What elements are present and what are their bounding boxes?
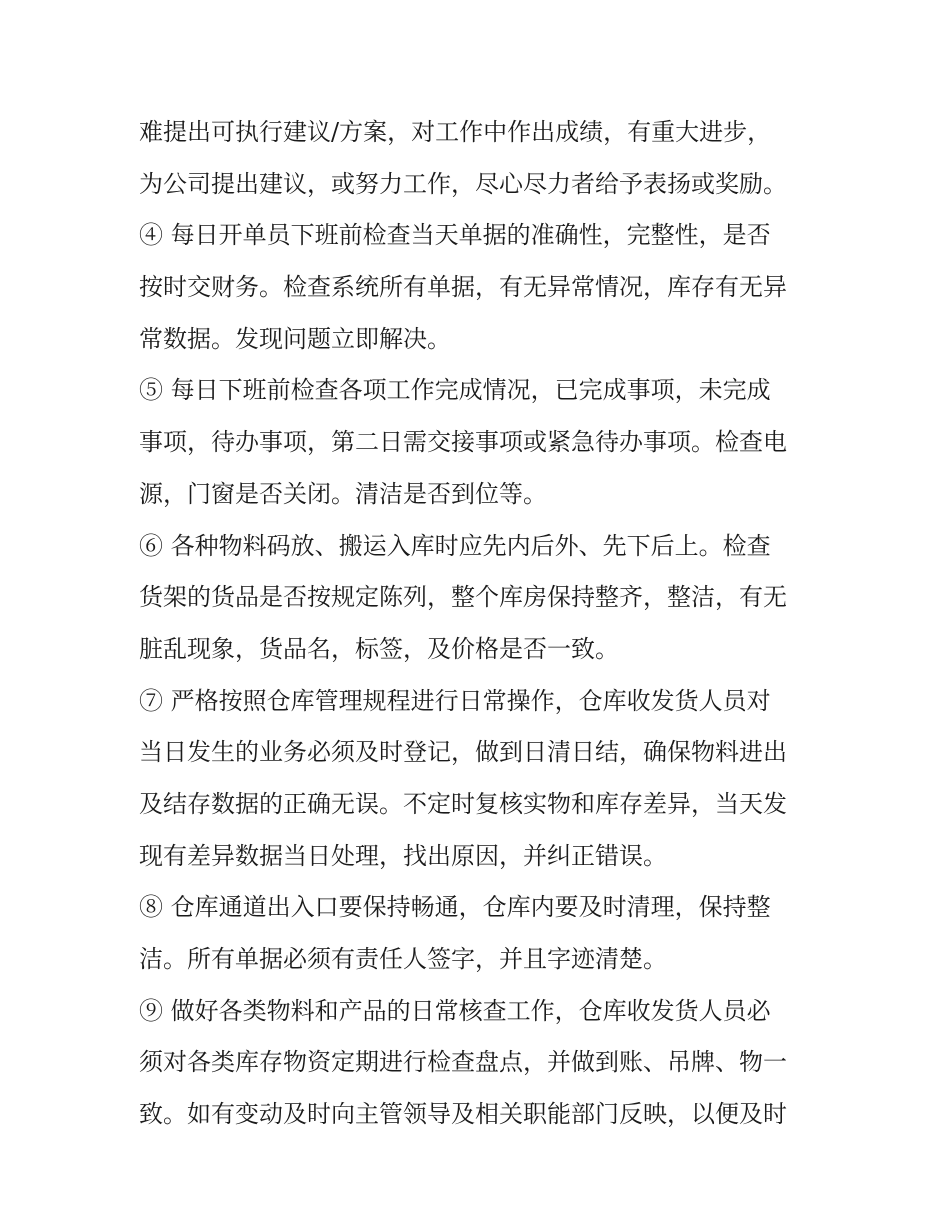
text-line: 及结存数据的正确无误。不定时复核实物和库存差异，当天发 xyxy=(139,789,787,818)
text-line: 难提出可执行建议/方案，对工作中作出成绩，有重大进步， xyxy=(139,118,772,146)
text-line: 脏乱现象，货品名，标签，及价格是否一致。 xyxy=(139,634,619,663)
text-line: 洁。所有单据必须有责任人签字，并且字迹清楚。 xyxy=(139,945,667,973)
text-line: 为公司提出建议，或努力工作，尽心尽力者给予表扬或奖励。 xyxy=(139,169,787,198)
text-line: ④ 每日开单员下班前检查当天单据的准确性，完整性，是否 xyxy=(139,221,771,250)
text-line: ⑨ 做好各类物料和产品的日常核查工作，仓库收发货人员必 xyxy=(139,996,771,1025)
text-line: 事项，待办事项，第二日需交接事项或紧急待办事项。检查电 xyxy=(139,428,787,457)
text-line: 当日发生的业务必须及时登记，做到日清日结，确保物料进出 xyxy=(139,738,787,767)
body-text xyxy=(139,107,829,1141)
text-line: 须对各类库存物资定期进行检查盘点，并做到账、吊牌、物一 xyxy=(139,1048,787,1077)
text-line: 常数据。发现问题立即解决。 xyxy=(139,324,451,353)
text-line: 货架的货品是否按规定陈列，整个库房保持整齐，整洁，有无 xyxy=(139,583,787,612)
text-line: ⑧ 仓库通道出入口要保持畅通，仓库内要及时清理，保持整 xyxy=(139,893,771,922)
text-line: 源，门窗是否关闭。清洁是否到位等。 xyxy=(139,479,547,508)
text-line: 致。如有变动及时向主管领导及相关职能部门反映，以便及时 xyxy=(139,1100,787,1129)
text-line: ⑥ 各种物料码放、搬运入库时应先内后外、先下后上。检查 xyxy=(139,531,771,560)
text-line: 按时交财务。检查系统所有单据，有无异常情况，库存有无异 xyxy=(139,273,787,302)
text-line: ⑤ 每日下班前检查各项工作完成情况，已完成事项，未完成 xyxy=(139,376,771,405)
text-line: 现有差异数据当日处理，找出原因，并纠正错误。 xyxy=(139,841,667,870)
text-line: ⑦ 严格按照仓库管理规程进行日常操作，仓库收发货人员对 xyxy=(139,686,771,715)
